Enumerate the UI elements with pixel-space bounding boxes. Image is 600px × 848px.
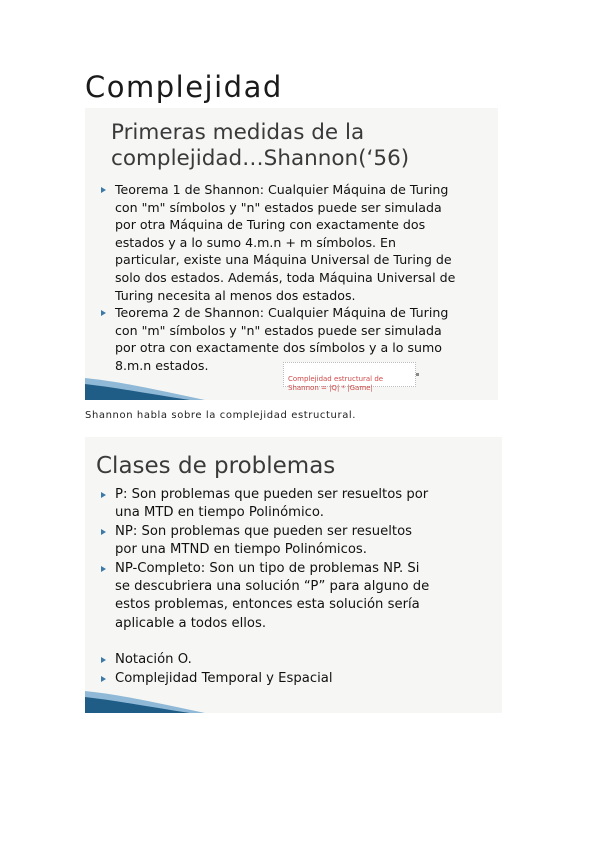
bullet-text: NP: Son problemas que pueden ser resueltos por una MTND en tiempo Polinómicos. <box>115 523 413 558</box>
decorative-swoosh <box>85 683 205 713</box>
bullet-text: Teorema 2 de Shannon: Cualquier Máquina de Turing con "m" símbolos y "n" estados puede ser simulada por otra con exactamente dos símbolos y a lo sumo 8.m.n estados. <box>115 305 449 373</box>
bullet-arrow-icon <box>101 529 106 535</box>
slide-clases-problemas <box>85 437 502 713</box>
bullet-list <box>101 181 491 375</box>
bullet-text: NP-Completo: Son un tipo de problemas NP. Si se descubriera una solución “P” para alguno de estos problemas, entonces esta solución sería aplicable a todos ellos. <box>115 560 430 631</box>
bullet-text: Complejidad Temporal y Espacial <box>115 670 333 686</box>
decorative-swoosh <box>85 370 205 400</box>
bullet-arrow-icon <box>101 492 106 498</box>
bullet-notacion-o <box>101 651 496 669</box>
page-title: Complejidad <box>85 70 283 104</box>
bullet-np-completo <box>101 560 496 634</box>
slide-shannon <box>85 108 498 400</box>
slide-title-line-1: Primeras medidas de la <box>111 120 365 145</box>
comment-note[interactable] <box>283 362 416 392</box>
resize-handle[interactable] <box>416 373 419 376</box>
bullet-arrow-icon <box>101 566 106 572</box>
slide-title: Clases de problemas <box>96 453 336 479</box>
slide-title-line-2: complejidad…Shannon(‘56) <box>111 146 410 171</box>
bullet-arrow-icon <box>101 310 106 316</box>
bullet-theorem-1 <box>101 181 491 304</box>
bullet-np <box>101 523 496 560</box>
bullet-arrow-icon <box>101 657 106 663</box>
slide-title <box>111 120 409 172</box>
bullet-arrow-icon <box>101 676 106 682</box>
bullet-p <box>101 486 496 523</box>
bullet-text: Teorema 1 de Shannon: Cualquier Máquina de Turing con "m" símbolos y "n" estados puede ser simulada por otra Máquina de Turing con exactamente dos estados y a lo sumo 4.m.n + m símbolos. En particular, existe una Máquina Universal de Turing de solo dos estados. Además, toda Máquina Universal de Turing necesita al menos dos estados. <box>115 182 456 303</box>
bullet-arrow-icon <box>101 187 106 193</box>
bullet-text: Notación O. <box>115 652 192 668</box>
bullet-text: P: Son problemas que pueden ser resueltos por una MTD en tiempo Polinómico. <box>115 487 429 521</box>
caption: Shannon habla sobre la complejidad estructural. <box>85 410 357 421</box>
bullet-list <box>101 486 496 688</box>
spacer <box>101 633 496 651</box>
comment-note-text: Complejidad estructural de Shannon = |Q| * |Game| <box>288 375 384 392</box>
